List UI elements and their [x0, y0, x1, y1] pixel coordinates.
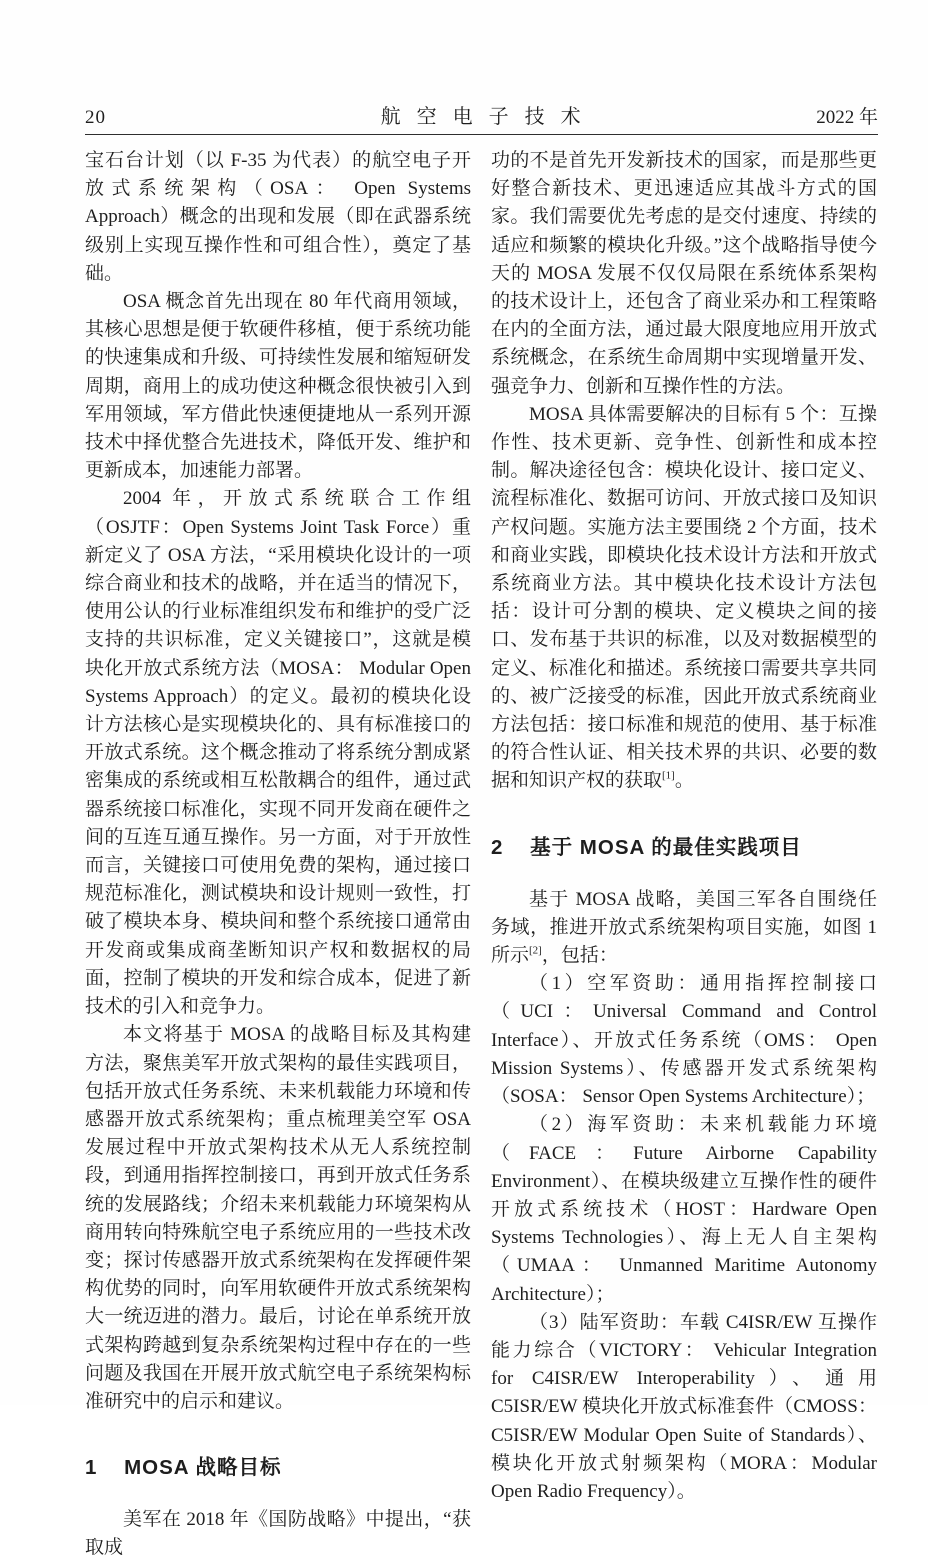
citation-ref-2: [2]: [529, 944, 542, 957]
paragraph-navy-projects: （2）海军资助：未来机载能力环境（FACE：Future Airborne Capability Environment）、在模块级建立互操作性的硬件开放式系统技术（HOST：Hardware Open Systems Technologies）、海上无人自主架构（UMAA： Unmanned Maritime Autonomy Architecture）；: [491, 1114, 877, 1305]
mosa-goals-text: MOSA 具体需要解决的目标有 5 个：互操作性、技术更新、竞争性、创新性和成本控制。解决途径包含：模块化设计、接口定义、流程标准化、数据可访问、开放式接口及知识产权问题。实施方法主要围绕 2 个方面，技术和商业实践，即模块化技术设计方法和开放式系统商业方法。其中模块化技术设计方法包括：设计可分割的模块、定义模块之间的接口、发布基于共识的标准，以及对数据模型的定义、标准化和描述。系统接口需要共享共同的、被广泛接受的标准，因此开放式系统商业方法包括：接口标准和规范的使用、基于标准的符合性认证、相关技术界的共识、必要的数据和知识产权的获取: [491, 403, 877, 792]
section-1-title: MOSA 战略目标: [124, 1456, 282, 1480]
journal-title: 航空电子技术: [380, 106, 597, 128]
page-header: [85, 100, 878, 135]
paragraph-air-force-projects: （1）空军资助：通用指挥控制接口（UCI：Universal Command and Control Interface）、开放式任务系统（OMS： Open Mission Systems）、传感器开发式系统架构（SOSA： Sensor Open Systems Architecture）；: [491, 973, 877, 1108]
three-services-tail: ，包括：: [541, 945, 618, 967]
three-services-text: 基于 MOSA 战略，美国三军各自围绕任务域，推进开放式系统架构项目实施，如图 1 所示: [491, 888, 877, 967]
right-column: [491, 147, 877, 1563]
section-2-heading: [491, 830, 877, 860]
paragraph-osjtf-definition: 2004 年，开放式系统联合工作组（OSJTF：Open Systems Joint Task Force）重新定义了 OSA 方法，“采用模块化设计的一项综合商业和技术的战略，并在适当的情况下，使用公认的行业标准组织发布和维护的受广泛支持的共识标准，定义关键接口”，这就是模块化开放式系统方法（MOSA： Modular Open Systems Approach）的定义。最初的模块化设计方法核心是实现模块化的、具有标准接口的开放式系统。这个概念推动了将系统分割成紧密集成的系统或相互松散耦合的组件，通过武器系统接口标准化，实现不同开发商在硬件之间的互连互通互操作。另一方面，对于开放性而言，关键接口可使用免费的架构，通过接口规范标准化，测试模块和设计规则一致性，打破了模块本身、模块间和整个系统接口通常由开发商或集成商垄断知识产权和数据权的局面，控制了模块的开发和综合成本，促进了新技术的引入和竞争力。: [85, 488, 471, 1018]
paragraph-osa-foundation: 宝石台计划（以 F-35 为代表）的航空电子开放式系统架构（OSA： Open Systems Approach）概念的出现和发展（即在武器系统级别上实现互操作性和可组合性），奠定了基础。: [85, 150, 471, 284]
mosa-goals-tail: 。: [674, 770, 694, 792]
section-2-number: 2: [491, 835, 504, 859]
paragraph-three-services-intro: [491, 886, 877, 971]
paragraph-defense-strategy-start: 美军在 2018 年《国防战略》中提出，“获取成: [85, 1509, 471, 1559]
paragraph-article-overview: 本文将基于 MOSA 的战略目标及其构建方法，聚焦美军开放式架构的最佳实践项目，包括开放式任务系统、未来机载能力环境和传感器开放式系统架构；重点梳理美空军 OSA 发展过程中开放式架构技术从无人系统控制段，到通用指挥控制接口，再到开放式任务系统的发展路线；介绍未来机载能力环境架构从商用转向特殊航空电子系统应用的一些技术改变；探讨传感器开放式系统架构在发挥硬件架构优势的同时，向军用软硬件开放式系统架构大一统迈进的潜力。最后，讨论在单系统开放式架构跨越到复杂系统架构过程中存在的一些问题及我国在开展开放式航空电子系统架构标准研究中的启示和建议。: [85, 1024, 471, 1412]
section-2-title: 基于 MOSA 的最佳实践项目: [530, 835, 802, 859]
paragraph-army-projects: （3）陆军资助：车载 C4ISR/EW 互操作能力综合（VICTORY： Vehicular Integration for C4ISR/EW Interoperability）、通用 C5ISR/EW 模块化开放式标准套件（CMOSS： C5ISR/EW Modular Open Suite of Standards）、模块化开放式射频架构（MORA：Modular Open Radio Frequency）。: [491, 1311, 877, 1502]
left-column: [85, 147, 471, 1563]
section-1-number: 1: [85, 1456, 98, 1480]
section-1-heading: [85, 1450, 471, 1480]
citation-ref-1: [1]: [662, 770, 675, 783]
paragraph-osa-origin: OSA 概念首先出现在 80 年代商用领域，其核心思想是便于软硬件移植，便于系统功能的快速集成和升级、可持续性发展和缩短研发周期，商用上的成功使这种概念很快被引入到军用领域，军方借此快速便捷地从一系列开源技术中择优整合先进技术，降低开发、维护和更新成本，加速能力部署。: [85, 291, 471, 482]
two-column-body: [85, 147, 878, 1563]
paragraph-defense-strategy-continued: 功的不是首先开发新技术的国家，而是那些更好整合新技术、更迅速适应其战斗方式的国家。我们需要优先考虑的是交付速度、持续的适应和频繁的模块化升级。”这个战略指导使今天的 MOSA 发展不仅仅局限在系统体系架构的技术设计上，还包含了商业采办和工程策略在内的全面方法，通过最大限度地应用开放式系统概念，在系统生命周期中实现增量开发、强竞争力、创新和互操作性的方法。: [491, 150, 877, 397]
page-number: 20: [85, 107, 106, 128]
paragraph-mosa-goals: [491, 401, 877, 796]
issue-year: 2022 年: [816, 107, 878, 128]
